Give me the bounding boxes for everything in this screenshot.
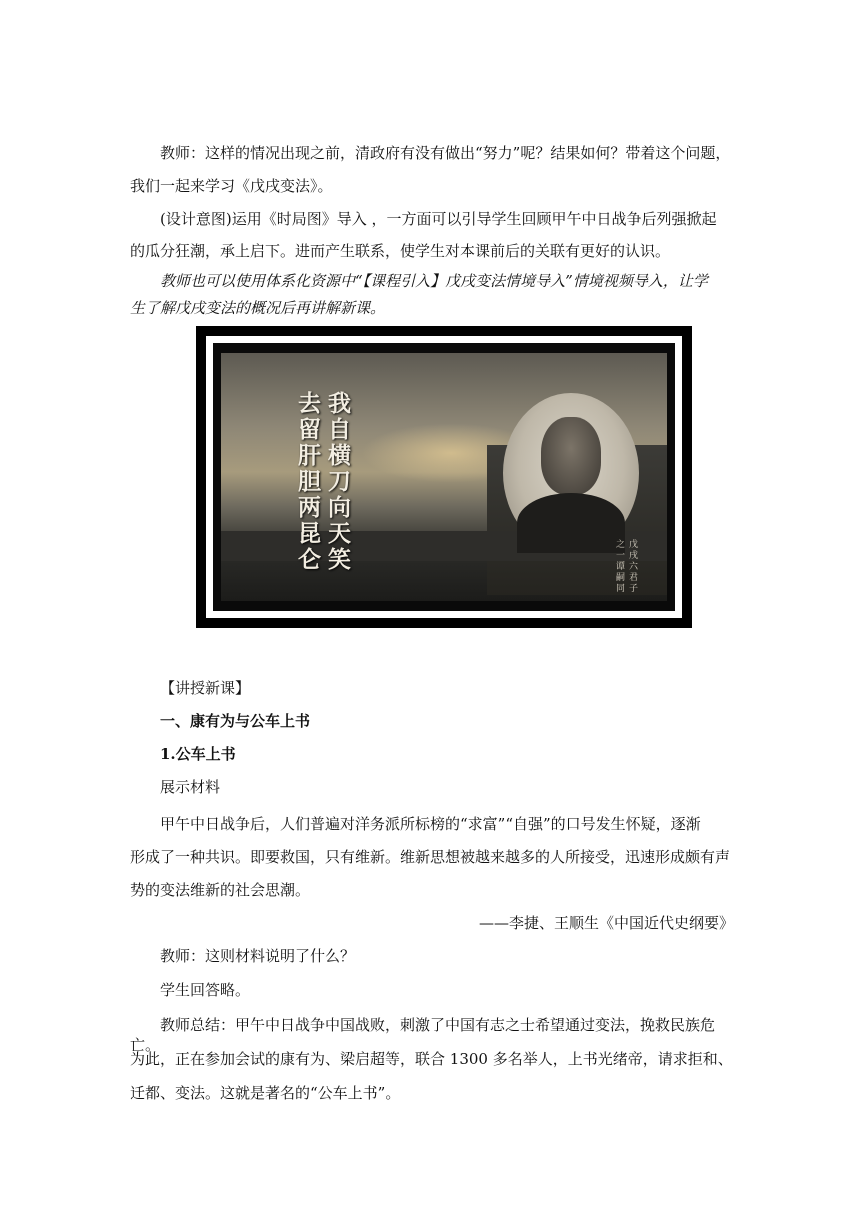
paragraph-teacher-question-line1: 教师：这样的情况出现之前，清政府有没有做出“努力”呢？结果如何？带着这个问题， [160, 144, 731, 162]
paragraph-design-intent-line2: 的瓜分狂潮，承上启下。进而产生联系，使学生对本课前后的关联有更好的认识。 [130, 242, 671, 260]
material-line3: 势的变法维新的社会思潮。 [130, 881, 311, 899]
portrait-shoulders [517, 493, 625, 553]
student-answer: 学生回答略。 [160, 981, 251, 999]
material-line2: 形成了一种共识。即要救国，只有维新。维新思想被越来越多的人所接受，迅速形成颇有声 [130, 848, 731, 866]
material-line1: 甲午中日战争后，人们普遍对洋务派所标榜的“求富”“自强”的口号发生怀疑，逐渐 [160, 815, 701, 833]
heading-kang-youwei: 一、康有为与公车上书 [160, 712, 311, 730]
teacher-question: 教师：这则材料说明了什么？ [160, 947, 356, 965]
teacher-summary-line1: 教师总结：甲午中日战争中国战败，刺激了中国有志之士希望通过变法，挽救民族危亡。 [130, 1016, 716, 1054]
figure-scene [221, 353, 667, 601]
portrait-caption: 戊戌六君子之一谭嗣同 [614, 539, 637, 594]
section-header: 【讲授新课】 [160, 679, 251, 697]
show-material-label: 展示材料 [160, 778, 221, 796]
paragraph-resource-note-line2: 生了解戊戌变法的概况后再讲解新课。 [130, 299, 386, 317]
heading-gongche-shangshu: 1.公车上书 [160, 745, 236, 763]
video-still-figure [196, 326, 692, 628]
material-source: ——李捷、王顺生《中国近代史纲要》 [478, 914, 734, 932]
paragraph-teacher-question-line2: 我们一起来学习《戊戌变法》。 [130, 177, 333, 195]
poem-column-2: 去留肝胆两昆仑 [294, 391, 321, 573]
figure-frame [206, 336, 682, 618]
teacher-summary-line3: 迁都、变法。这就是著名的“公车上书”。 [130, 1084, 401, 1102]
teacher-summary-line2: 为此，正在参加会试的康有为、梁启超等，联合 1300 多名举人，上书光绪帝，请求拒和、 [130, 1050, 733, 1068]
paragraph-design-intent-line1: (设计意图)运用《时局图》导入 ，一方面可以引导学生回顾甲午中日战争后列强掀起 [160, 210, 717, 228]
paragraph-resource-note-line1: 教师也可以使用体系化资源中“【课程引入】戊戌变法情境导入”情境视频导入，让学 [160, 272, 708, 290]
portrait-face [541, 417, 601, 495]
portrait-image [503, 393, 639, 553]
poem-column-1: 我自横刀向天笑 [324, 391, 351, 573]
